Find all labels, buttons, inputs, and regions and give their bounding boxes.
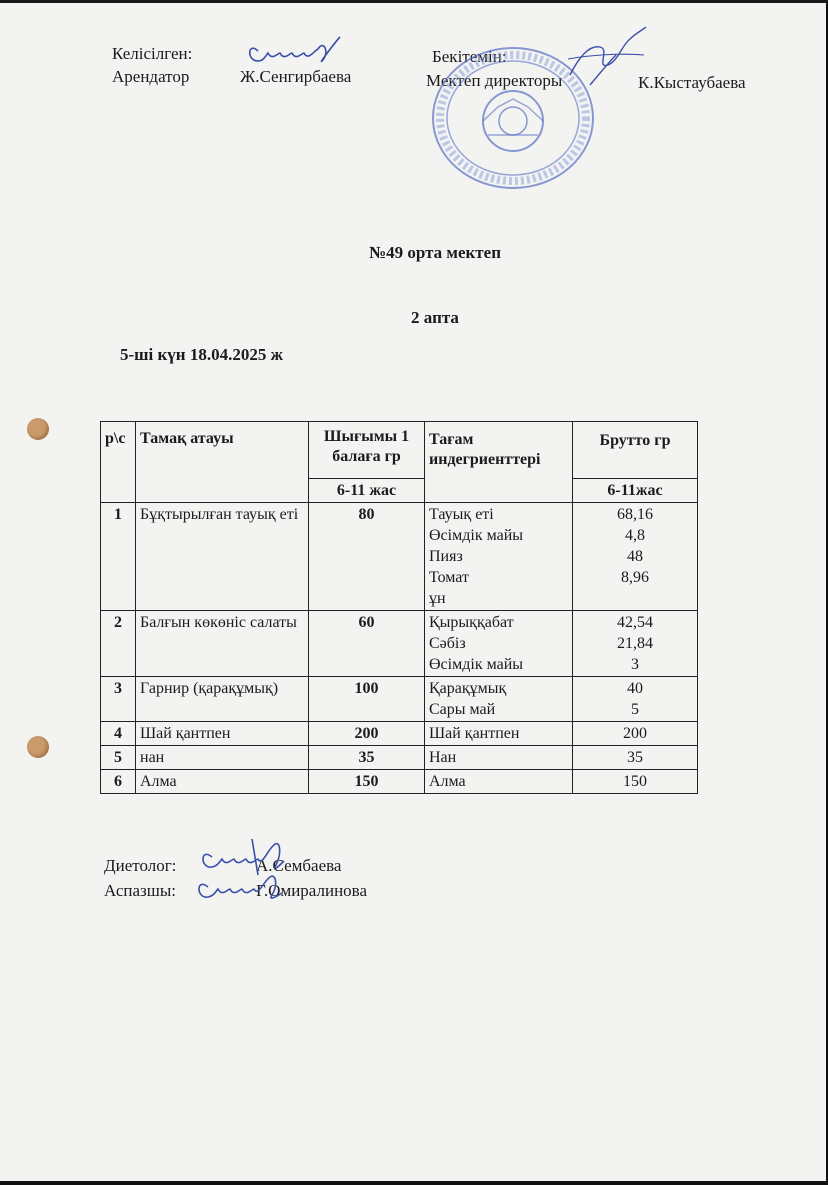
ingredient: Алма	[425, 770, 573, 794]
age-output: 6-11 жас	[309, 479, 425, 503]
dish-output: 35	[309, 746, 425, 770]
brutto-value: 48	[627, 548, 643, 565]
dish-name: Алма	[136, 770, 309, 794]
col-header-num: р\с	[101, 422, 136, 503]
brutto-value: 5	[631, 701, 639, 718]
ingredient: Тауық еті	[429, 506, 494, 523]
brutto-value: 3	[631, 656, 639, 673]
school-title: №49 орта мектеп	[369, 243, 501, 262]
director-role: Мектеп директоры	[426, 71, 563, 90]
day-date: 5-ші күн 18.04.2025 ж	[120, 345, 283, 364]
brutto-value: 40	[627, 680, 643, 697]
age-brutto: 6-11жас	[573, 479, 698, 503]
tenant-name: Ж.Сенгирбаева	[240, 67, 352, 86]
row-num: 5	[101, 746, 136, 770]
ingredient: Өсімдік майы	[429, 527, 524, 544]
col-header-ingredients: Тағам индегриенттері	[425, 422, 573, 503]
row-num: 3	[101, 677, 136, 722]
brutto-list	[573, 611, 698, 677]
dish-output: 80	[309, 503, 425, 611]
brutto-list	[573, 677, 698, 722]
punch-hole	[27, 418, 49, 440]
table-row	[101, 677, 698, 722]
dish-name: Шай қантпен	[136, 722, 309, 746]
row-num: 1	[101, 503, 136, 611]
ingredient: Шай қантпен	[425, 722, 573, 746]
brutto-list	[573, 503, 698, 611]
brutto-value: 200	[573, 722, 698, 746]
brutto-value: 68,16	[617, 506, 653, 523]
brutto-value: 8,96	[621, 569, 649, 586]
col-header-dish: Тамақ атауы	[136, 422, 309, 503]
brutto-value: 42,54	[617, 614, 653, 631]
ingredient: Қарақұмық	[429, 680, 507, 697]
ingredient: ұн	[429, 590, 446, 607]
ingredient: Томат	[429, 569, 469, 586]
document-page	[0, 3, 826, 1181]
ingredients-list	[425, 503, 573, 611]
tenant-signature-icon	[244, 31, 344, 73]
ingredient: Өсімдік майы	[429, 656, 524, 673]
dish-output: 60	[309, 611, 425, 677]
row-num: 4	[101, 722, 136, 746]
menu-table	[100, 421, 698, 794]
brutto-value: 150	[573, 770, 698, 794]
ingredient: Сары май	[429, 701, 496, 718]
dish-name: Балғын көкөніс салаты	[136, 611, 309, 677]
punch-hole	[27, 736, 49, 758]
dish-output: 100	[309, 677, 425, 722]
dish-name: Бұқтырылған тауық еті	[136, 503, 309, 611]
dietitian-name: А.Сембаева	[256, 856, 342, 875]
brutto-value: 35	[573, 746, 698, 770]
dish-name: Гарнир (қарақұмық)	[136, 677, 309, 722]
table-row	[101, 611, 698, 677]
ingredient: Пияз	[429, 548, 463, 565]
director-signature-icon	[560, 25, 650, 95]
dish-output: 150	[309, 770, 425, 794]
table-row	[101, 746, 698, 770]
row-num: 6	[101, 770, 136, 794]
col-header-brutto: Брутто гр	[573, 422, 698, 479]
brutto-value: 4,8	[625, 527, 645, 544]
cook-name: Г.Омиралинова	[256, 881, 368, 900]
tenant-role: Арендатор	[112, 67, 190, 86]
director-name: К.Кыстаубаева	[638, 73, 746, 92]
ingredient: Қырыққабат	[429, 614, 514, 631]
ingredient: Нан	[425, 746, 573, 770]
row-num: 2	[101, 611, 136, 677]
agreed-label: Келісілген:	[112, 44, 193, 63]
cook-label: Аспазшы:	[104, 881, 176, 900]
ingredients-list	[425, 611, 573, 677]
col-header-output: Шығымы 1 балаға гр	[309, 422, 425, 479]
cook-signature-icon	[192, 865, 287, 913]
dietitian-label: Диетолог:	[104, 856, 177, 875]
week-title: 2 апта	[411, 308, 459, 327]
brutto-value: 21,84	[617, 635, 653, 652]
header-row	[101, 422, 698, 479]
table-row	[101, 770, 698, 794]
table-row	[101, 503, 698, 611]
ingredient: Сәбіз	[429, 635, 466, 652]
table-row	[101, 722, 698, 746]
ingredients-list	[425, 677, 573, 722]
approved-label: Бекітемін:	[432, 47, 507, 66]
dish-name: нан	[136, 746, 309, 770]
dish-output: 200	[309, 722, 425, 746]
